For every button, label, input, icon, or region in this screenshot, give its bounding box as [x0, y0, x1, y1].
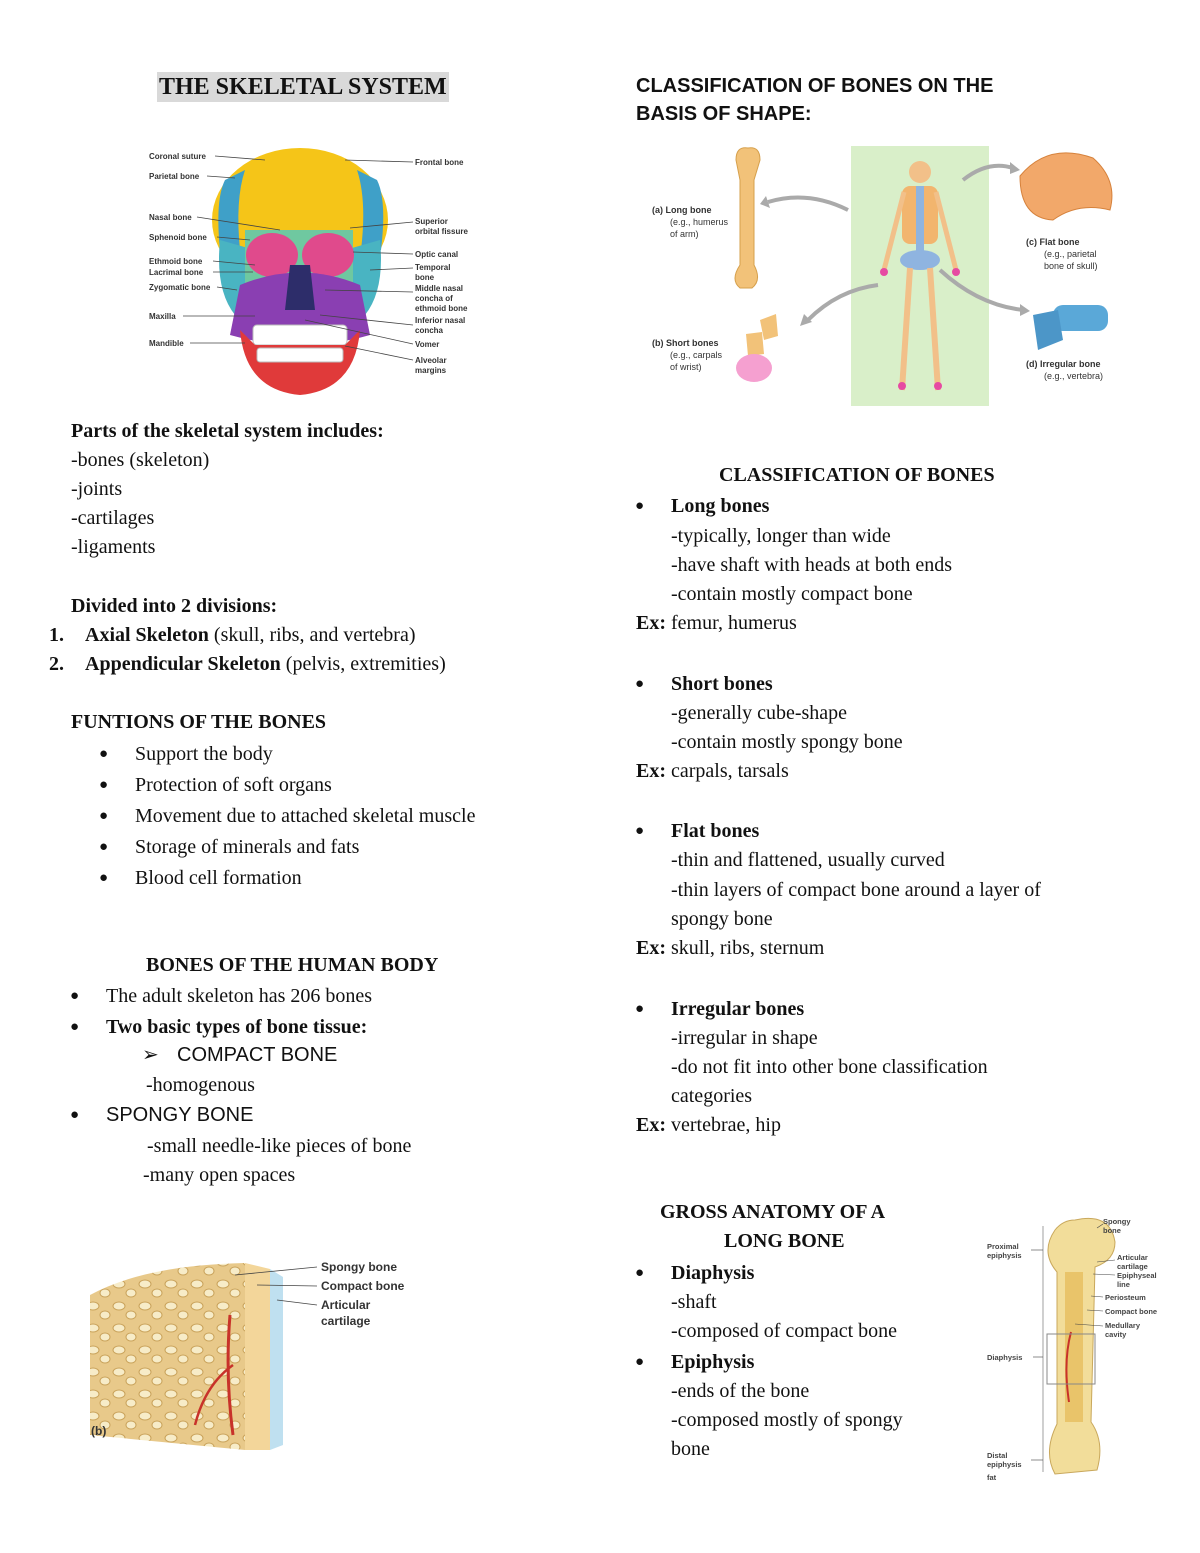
bone-label: line	[1117, 1280, 1130, 1289]
skull-label: Alveolar	[415, 356, 447, 365]
function-item: Blood cell formation	[135, 867, 302, 889]
shape-heading: CLASSIFICATION OF BONES ON THE	[636, 75, 994, 97]
skull-label: Superior	[415, 217, 448, 226]
function-item: Storage of minerals and fats	[135, 836, 360, 858]
bone-label: Proximal	[987, 1242, 1019, 1251]
parts-item: -cartilages	[71, 507, 155, 529]
bone-label: Diaphysis	[987, 1353, 1023, 1362]
bullet-icon: ●	[635, 823, 645, 839]
tissue-label: Spongy bone	[321, 1260, 397, 1274]
skull-label: Nasal bone	[149, 213, 192, 222]
bullet-icon: ●	[70, 1107, 80, 1123]
epiphysis-name: Epiphysis	[671, 1351, 755, 1373]
skull-label: bone	[415, 273, 435, 282]
tissue-tag: (b)	[91, 1424, 107, 1438]
bullet-icon: ●	[99, 777, 109, 793]
bullet-icon: ●	[99, 808, 109, 824]
tissue-label: cartilage	[321, 1314, 371, 1328]
skull-label: Inferior nasal	[415, 316, 466, 325]
skull-label: Sphenoid bone	[149, 233, 207, 242]
bullet-icon: ●	[99, 839, 109, 855]
class-flat-example: Ex: skull, ribs, sternum	[636, 937, 825, 959]
parts-heading: Parts of the skeletal system includes:	[71, 420, 384, 442]
bone-label: epiphysis	[987, 1460, 1022, 1469]
human-body-item: The adult skeleton has 206 bones	[106, 985, 373, 1007]
shape-label: (e.g., vertebra)	[1044, 371, 1104, 381]
bone-label: cavity	[1105, 1330, 1127, 1339]
skull-label: Parietal bone	[149, 172, 200, 181]
tissue-label: Compact bone	[321, 1279, 405, 1293]
class-short-example: Ex: carpals, tarsals	[636, 760, 789, 782]
epiphysis-line: bone	[671, 1438, 710, 1460]
bullet-icon: ●	[635, 1354, 645, 1370]
divisions-heading: Divided into 2 divisions:	[71, 595, 278, 617]
skull-label: Temporal	[415, 263, 451, 272]
bullet-icon: ●	[635, 1265, 645, 1281]
bone-label: epiphysis	[987, 1251, 1022, 1260]
diaphysis-line: -shaft	[671, 1291, 717, 1313]
bone-label: Spongy	[1103, 1217, 1131, 1226]
bone-label: Epiphyseal	[1117, 1271, 1157, 1280]
skull-label: Lacrimal bone	[149, 268, 204, 277]
shape-label: bone of skull)	[1044, 261, 1098, 271]
compact-bone-label: COMPACT BONE	[177, 1044, 338, 1066]
shape-label: of wrist)	[670, 362, 702, 372]
shape-label: (e.g., parietal	[1044, 249, 1097, 259]
shape-label: (e.g., carpals	[670, 350, 723, 360]
bone-label: bone	[1103, 1226, 1121, 1235]
bullet-icon: ●	[99, 746, 109, 762]
shape-label: (a) Long bone	[652, 205, 712, 215]
bone-label: Periosteum	[1105, 1293, 1146, 1302]
skull-label: orbital fissure	[415, 227, 468, 236]
class-irregular-line: -do not fit into other bone classification	[671, 1056, 988, 1078]
parts-item: -joints	[71, 478, 123, 500]
bone-label: Compact bone	[1105, 1307, 1158, 1316]
skull-diagram	[145, 140, 485, 405]
skull-label: Optic canal	[415, 250, 459, 259]
diaphysis-name: Diaphysis	[671, 1262, 755, 1284]
class-short-line: -contain mostly spongy bone	[671, 731, 903, 753]
bone-label: Distal	[987, 1451, 1008, 1460]
functions-heading: FUNTIONS OF THE BONES	[71, 711, 327, 733]
bullet-icon: ●	[70, 1019, 80, 1035]
class-irregular-line: categories	[671, 1085, 753, 1107]
class-long-line: -have shaft with heads at both ends	[671, 554, 953, 576]
function-item: Protection of soft organs	[135, 774, 332, 796]
division-item: Axial Skeleton (skull, ribs, and vertebra)	[85, 624, 416, 646]
skull-label: Mandible	[149, 339, 184, 348]
bone-label: Articular	[1117, 1253, 1148, 1262]
class-long-line: -typically, longer than wide	[671, 525, 891, 547]
skull-label: Frontal bone	[415, 158, 464, 167]
class-flat-line: spongy bone	[671, 908, 773, 930]
skull-label: Zygomatic bone	[149, 283, 211, 292]
tissue-label: Articular	[321, 1298, 371, 1312]
bullet-icon: ●	[70, 988, 80, 1004]
spongy-desc: -many open spaces	[143, 1164, 296, 1186]
shape-heading: BASIS OF SHAPE:	[636, 103, 812, 125]
bullet-icon: ●	[99, 870, 109, 886]
shape-label: of arm)	[670, 229, 699, 239]
class-long-line: -contain mostly compact bone	[671, 583, 913, 605]
division-number: 2.	[49, 653, 64, 675]
bone-label: cartilage	[1117, 1262, 1148, 1271]
skull-label: concha	[415, 326, 444, 335]
epiphysis-line: -ends of the bone	[671, 1380, 810, 1402]
skull-label: Middle nasal	[415, 284, 464, 293]
function-item: Support the body	[135, 743, 273, 765]
bullet-icon: ●	[635, 498, 645, 514]
long-bone-diagram	[985, 1212, 1175, 1487]
parts-item: -bones (skeleton)	[71, 449, 210, 471]
class-short-line: -generally cube-shape	[671, 702, 848, 724]
class-long-example: Ex: femur, humerus	[636, 612, 797, 634]
bone-label: Medullary	[1105, 1321, 1141, 1330]
shape-label: (b) Short bones	[652, 338, 719, 348]
epiphysis-line: -composed mostly of spongy	[671, 1409, 903, 1431]
skull-label: ethmoid bone	[415, 304, 468, 313]
class-irregular-example: Ex: vertebrae, hip	[636, 1114, 781, 1136]
spongy-bone-label: SPONGY BONE	[106, 1104, 254, 1126]
classification-heading: CLASSIFICATION OF BONES	[719, 464, 995, 486]
skull-label: concha of	[415, 294, 453, 303]
class-irregular-line: -irregular in shape	[671, 1027, 818, 1049]
spongy-desc: -small needle-like pieces of bone	[147, 1135, 412, 1157]
shape-label: (d) Irregular bone	[1026, 359, 1101, 369]
class-flat-line: -thin and flattened, usually curved	[671, 849, 945, 871]
division-number: 1.	[49, 624, 64, 646]
shape-label: (e.g., humerus	[670, 217, 729, 227]
class-flat-name: Flat bones	[671, 820, 760, 842]
bone-shapes-diagram	[648, 140, 1128, 410]
skull-label: margins	[415, 366, 447, 375]
bullet-icon: ●	[635, 676, 645, 692]
human-body-item: Two basic types of bone tissue:	[106, 1016, 368, 1038]
class-flat-line: -thin layers of compact bone around a layer of	[671, 879, 1041, 901]
arrow-bullet-icon: ➢	[142, 1044, 159, 1066]
bone-tissue-diagram	[85, 1255, 425, 1455]
gross-heading: LONG BONE	[724, 1230, 845, 1252]
class-irregular-name: Irregular bones	[671, 998, 805, 1020]
function-item: Movement due to attached skeletal muscle	[135, 805, 476, 827]
skull-label: Vomer	[415, 340, 440, 349]
skull-label: Coronal suture	[149, 152, 206, 161]
division-item: Appendicular Skeleton (pelvis, extremities)	[85, 653, 446, 675]
class-long-name: Long bones	[671, 495, 770, 517]
skull-label: Ethmoid bone	[149, 257, 203, 266]
compact-desc: -homogenous	[146, 1074, 255, 1096]
parts-item: -ligaments	[71, 536, 156, 558]
skull-label: Maxilla	[149, 312, 176, 321]
diaphysis-line: -composed of compact bone	[671, 1320, 898, 1342]
gross-heading: GROSS ANATOMY OF A	[660, 1201, 886, 1223]
page-title: THE SKELETAL SYSTEM	[159, 74, 447, 100]
human-body-heading: BONES OF THE HUMAN BODY	[146, 954, 439, 976]
shape-label: (c) Flat bone	[1026, 237, 1080, 247]
class-short-name: Short bones	[671, 673, 773, 695]
bone-label: fat	[987, 1473, 997, 1482]
bullet-icon: ●	[635, 1001, 645, 1017]
